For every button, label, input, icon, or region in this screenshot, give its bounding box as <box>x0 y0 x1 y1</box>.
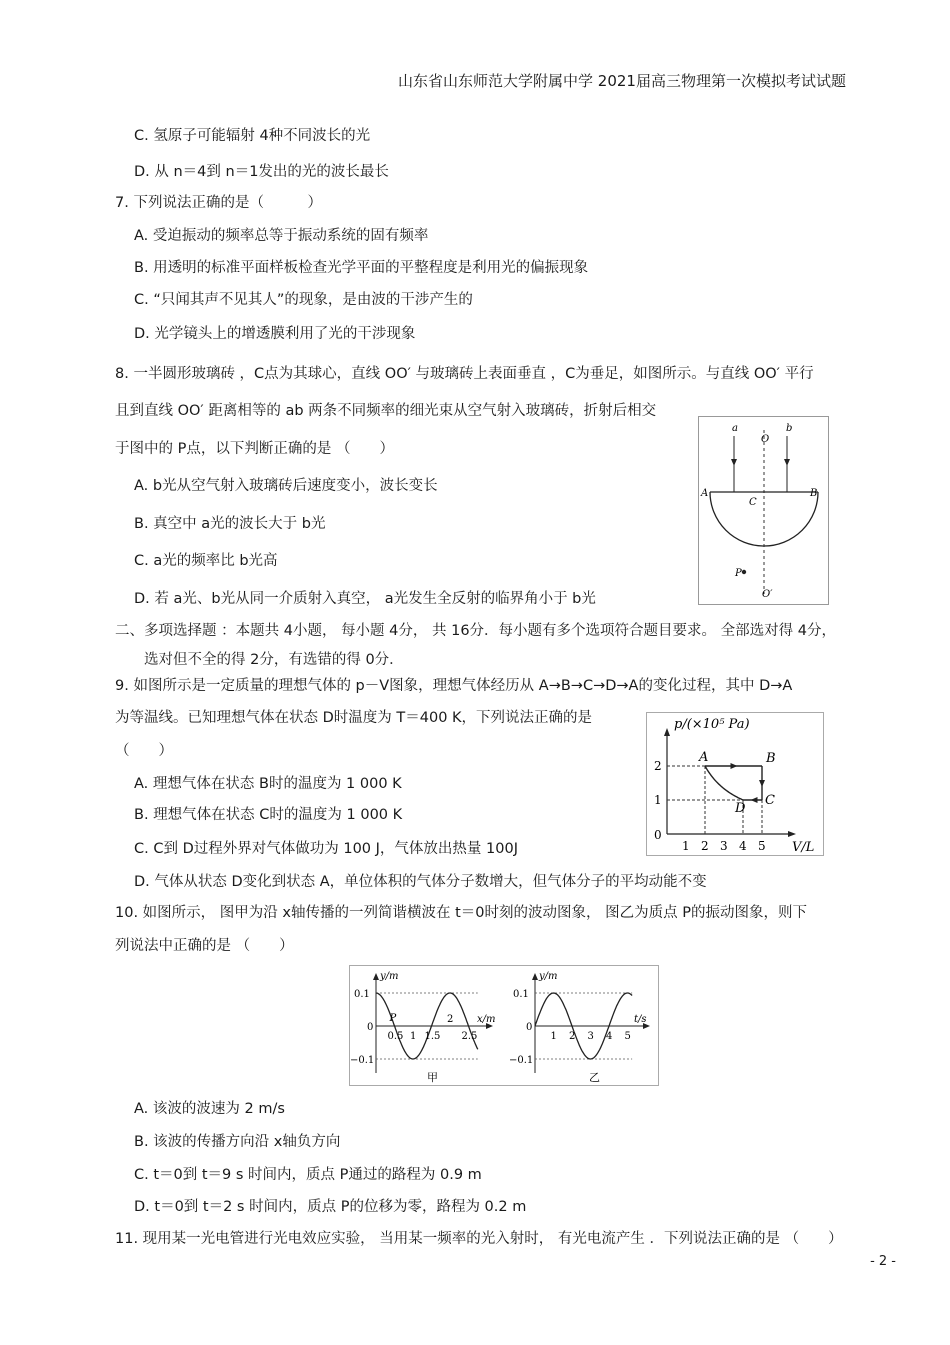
wave1-x-tick-0: 0.5 <box>387 1031 404 1042</box>
wave2-origin: 0 <box>526 1022 533 1033</box>
pv-x-axis-label: V/L <box>792 840 815 855</box>
label-b: b <box>786 423 793 434</box>
q9-option-d: D. 气体从状态 D变化到状态 A，单位体积的气体分子数增大，但气体分子的平均动能不变 <box>134 874 707 890</box>
page-number: - 2 - <box>870 1254 896 1269</box>
wave2-y-arrow <box>532 973 538 980</box>
q8-option-c: C. a光的频率比 b光高 <box>134 553 278 569</box>
pv-graph <box>646 712 824 856</box>
section2-line1: 二、多项选择题 ：本题共 4小题， 每小题 4分， 共 16分．每小题有多个选项符合题目要求。 全部选对得 4分， <box>115 623 836 639</box>
label-P: P <box>735 568 742 579</box>
q10-stem-line2: 列说法中正确的是 （ ） <box>115 938 294 954</box>
wave1-x-tick-3: 2 <box>447 1014 454 1025</box>
q8-stem-line3: 于图中的 P点，以下判断正确的是 （ ） <box>115 441 394 457</box>
q7-option-c: C. “只闻其声不见其人”的现象，是由波的干涉产生的 <box>134 292 473 308</box>
glass-brick-figure <box>698 416 829 605</box>
q7-option-a: A. 受迫振动的频率总等于振动系统的固有频率 <box>134 228 429 244</box>
wave2-x-tick-0: 1 <box>550 1031 557 1042</box>
q10-stem-line1: 10. 如图所示， 图甲为沿 x轴传播的一列简谐横波在 t＝0时刻的波动图象， 图乙为质点 P的振动图象，则下 <box>115 905 807 921</box>
q10-option-a: A. 该波的波速为 2 m/s <box>134 1101 285 1117</box>
pv-x-tick-5: 5 <box>758 839 766 853</box>
wave1-x-tick-1: 1 <box>410 1031 417 1042</box>
pv-arrow-bc <box>759 780 765 787</box>
page-header: 山东省山东师范大学附属中学 2021届高三物理第一次模拟考试试题 <box>398 72 846 90</box>
pv-point-label-B: B <box>766 751 776 766</box>
label-A: A <box>701 488 709 499</box>
pv-x-arrow <box>788 831 796 837</box>
q7-option-d: D. 光学镜头上的增透膜利用了光的干涉现象 <box>134 326 416 342</box>
q9-option-c: C. C到 D过程外界对气体做功为 100 J，气体放出热量 100J <box>134 841 518 857</box>
label-a: a <box>732 423 738 434</box>
pv-arrow-cd <box>751 797 758 803</box>
q6-option-d: D. 从 n＝4到 n＝1发出的光的波长最长 <box>134 164 389 180</box>
wave2-caption: 乙 <box>589 1071 600 1084</box>
wave2-x-label: t/s <box>634 1014 647 1025</box>
q8-stem-line2: 且到直线 OO′ 距离相等的 ab 两条不同频率的细光束从空气射入玻璃砖，折射后相交 <box>115 403 657 419</box>
pv-y-tick-2: 2 <box>654 759 662 773</box>
wave2-y-tick-top: 0.1 <box>513 989 529 1000</box>
wave1-point-label: P <box>389 1013 397 1024</box>
wave1-caption: 甲 <box>427 1071 438 1084</box>
pv-y-tick-1: 1 <box>654 793 662 807</box>
q8-option-d: D. 若 a光、b光从同一介质射入真空， a光发生全反射的临界角小于 b光 <box>134 591 596 607</box>
pv-arrow-ab <box>731 763 738 769</box>
wave2-x-tick-1: 2 <box>569 1031 576 1042</box>
pv-x-tick-3: 3 <box>720 839 728 853</box>
wave2-x-tick-2: 3 <box>587 1031 594 1042</box>
wave1-y-tick-bottom: −0.1 <box>350 1055 375 1066</box>
pv-x-tick-2: 2 <box>701 839 709 853</box>
q7-stem: 7. 下列说法正确的是（ ） <box>115 195 322 211</box>
q9-stem-line2: 为等温线。已知理想气体在状态 D时温度为 T＝400 K，下列说法正确的是 <box>115 710 593 726</box>
wave1-x-tick-2: 1.5 <box>424 1031 441 1042</box>
label-B: B <box>810 488 818 499</box>
wave1-y-tick-top: 0.1 <box>354 989 370 1000</box>
label-C: C <box>749 497 757 508</box>
wave1-x-label: x/m <box>477 1014 496 1025</box>
pv-origin: 0 <box>654 828 662 842</box>
q9-option-b: B. 理想气体在状态 C时的温度为 1 000 K <box>134 807 403 823</box>
q9-stem-line1: 9. 如图所示是一定质量的理想气体的 p－V图象，理想气体经历从 A→B→C→D→A的变化过程，其中 D→A <box>115 678 793 694</box>
pv-x-tick-4: 4 <box>739 839 747 853</box>
q10-option-b: B. 该波的传播方向沿 x轴负方向 <box>134 1134 341 1150</box>
wave1-x-tick-4: 2.5 <box>461 1031 478 1042</box>
q6-option-c: C. 氢原子可能辐射 4种不同波长的光 <box>134 128 371 144</box>
wave2-x-tick-3: 4 <box>606 1031 613 1042</box>
label-o-prime: O′ <box>762 589 773 600</box>
section2-line2: 选对但不全的得 2分，有选错的得 0分． <box>144 652 404 668</box>
q9-option-a: A. 理想气体在状态 B时的温度为 1 000 K <box>134 776 402 792</box>
q10-option-d: D. t＝0到 t＝2 s 时间内，质点 P的位移为零，路程为 0.2 m <box>134 1199 527 1215</box>
label-o: O <box>761 434 770 445</box>
wave2-y-tick-bottom: −0.1 <box>509 1055 534 1066</box>
wave1-y-label: y/m <box>380 971 399 982</box>
pv-y-arrow <box>664 728 670 736</box>
q9-stem-line3: （ ） <box>115 743 173 759</box>
q8-stem-line1: 8. 一半圆形玻璃砖 ，C点为其球心，直线 OO′ 与玻璃砖上表面垂直 ，C为垂足，如图所示。与直线 OO′ 平行 <box>115 366 814 382</box>
q10-option-c: C. t＝0到 t＝9 s 时间内，质点 P通过的路程为 0.9 m <box>134 1167 482 1183</box>
wave1-origin: 0 <box>367 1022 374 1033</box>
wave2-x-tick-4: 5 <box>624 1031 631 1042</box>
pv-x-tick-1: 1 <box>682 839 690 853</box>
q8-option-a: A. b光从空气射入玻璃砖后速度变小，波长变长 <box>134 478 438 494</box>
wave-figures <box>349 965 659 1086</box>
q7-option-b: B. 用透明的标准平面样板检查光学平面的平整程度是利用光的偏振现象 <box>134 260 589 276</box>
wave1-y-arrow <box>373 973 379 980</box>
pv-isotherm-da <box>705 766 743 800</box>
wave2-y-label: y/m <box>539 971 558 982</box>
pv-point-label-C: C <box>765 793 775 808</box>
pv-point-label-D: D <box>735 801 746 816</box>
q8-option-b: B. 真空中 a光的波长大于 b光 <box>134 516 326 532</box>
pv-point-label-A: A <box>699 750 709 765</box>
q11-stem: 11. 现用某一光电管进行光电效应实验， 当用某一频率的光入射时， 有光电流产生 ．下列说法正确的是 （ ） <box>115 1231 843 1247</box>
pv-y-axis-label: p/(×10⁵ Pa) <box>674 717 750 732</box>
